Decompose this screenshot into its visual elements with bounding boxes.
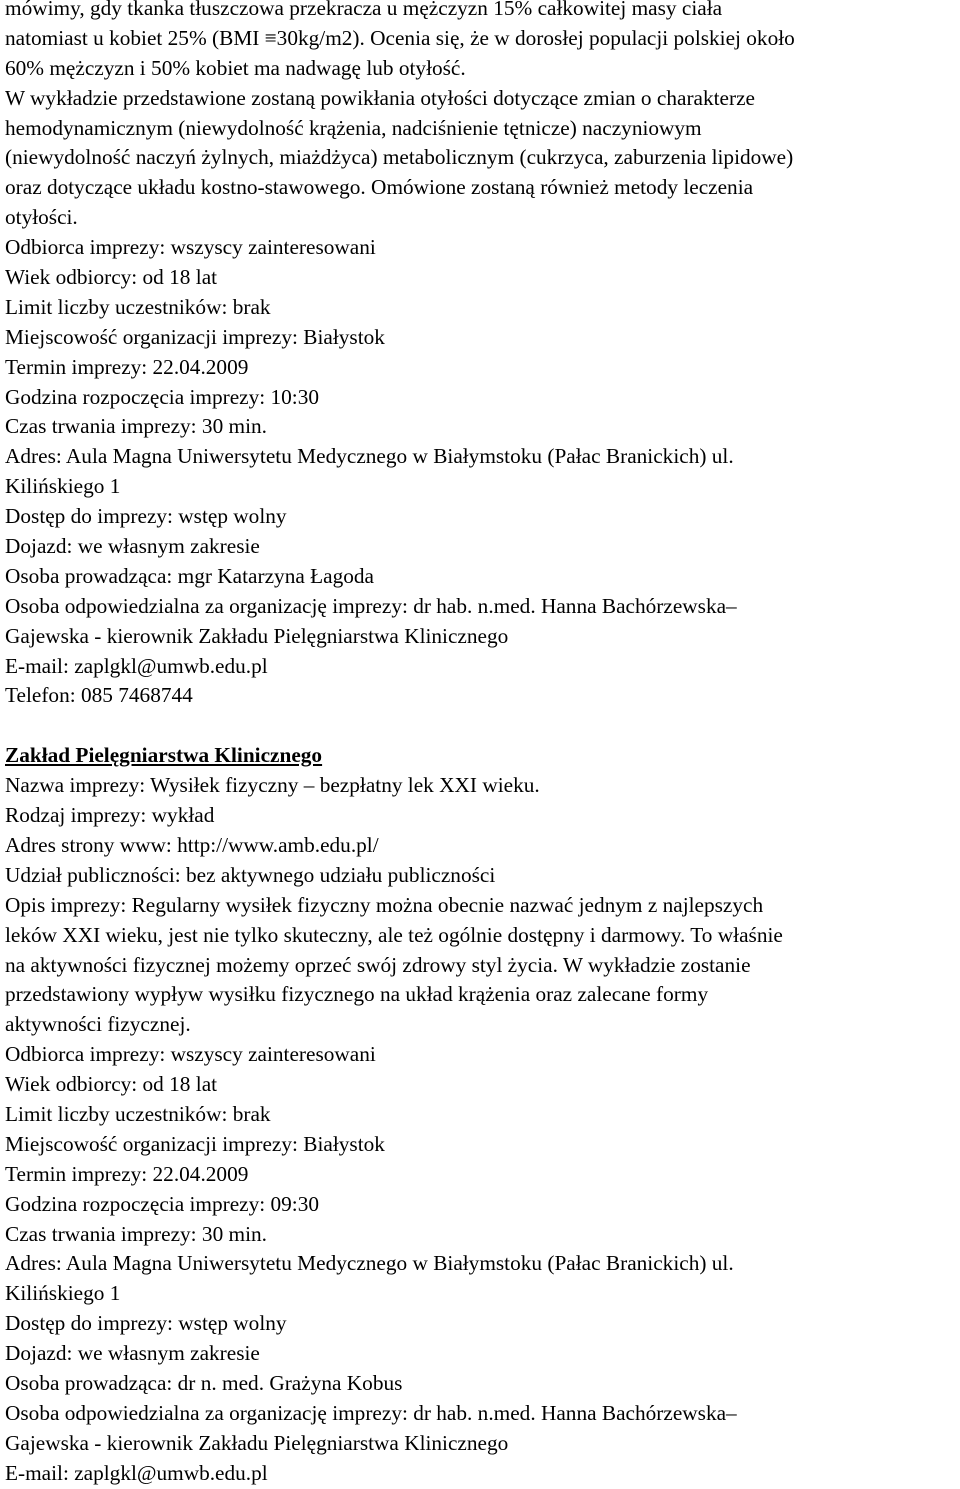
description-line: leków XXI wieku, jest nie tylko skuteczny, ale też ogólnie dostępny i darmowy. To właśnie [5, 922, 783, 947]
text-line: mówimy, gdy tkanka tłuszczowa przekracza u mężczyzn 15% całkowitej masy ciała [5, 0, 723, 20]
spacer [5, 711, 955, 741]
event-type-line: Rodzaj imprezy: wykład [5, 803, 215, 828]
access-line: Dostęp do imprezy: wstęp wolny [5, 504, 287, 529]
organizer-line: Osoba odpowiedzialna za organizację imprezy: dr hab. n.med. Hanna Bachórzewska– [5, 593, 737, 618]
organizer-line: Gajewska - kierownik Zakładu Pielęgniarstwa Klinicznego [5, 1430, 509, 1455]
organizer-line: Gajewska - kierownik Zakładu Pielęgniarstwa Klinicznego [5, 623, 509, 648]
description-line: na aktywności fizycznej możemy oprzeć swój zdrowy styl życia. W wykładzie zostanie [5, 952, 751, 977]
email-line: E-mail: zaplgkl@umwb.edu.pl [5, 653, 268, 678]
audience-line: Odbiorca imprezy: wszyscy zainteresowani [5, 1042, 376, 1067]
participant-limit-line: Limit liczby uczestników: brak [5, 1101, 271, 1126]
text-line: hemodynamicznym (niewydolność krążenia, nadciśnienie tętnicze) naczyniowym [5, 115, 702, 140]
location-line: Miejscowość organizacji imprezy: Białystok [5, 324, 385, 349]
audience-line: Odbiorca imprezy: wszyscy zainteresowani [5, 235, 376, 260]
duration-line: Czas trwania imprezy: 30 min. [5, 414, 267, 439]
description-line: aktywności fizycznej. [5, 1012, 191, 1037]
location-line: Miejscowość organizacji imprezy: Białystok [5, 1131, 385, 1156]
text-line: oraz dotyczące układu kostno-stawowego. Omówione zostaną również metody leczenia [5, 175, 754, 200]
website-line: Adres strony www: http://www.amb.edu.pl/ [5, 832, 379, 857]
transport-line: Dojazd: we własnym zakresie [5, 1341, 260, 1366]
start-time-line: Godzina rozpoczęcia imprezy: 09:30 [5, 1191, 319, 1216]
duration-line: Czas trwania imprezy: 30 min. [5, 1221, 267, 1246]
address-line: Adres: Aula Magna Uniwersytetu Medycznego w Białymstoku (Pałac Branickich) ul. [5, 444, 734, 469]
text-line: otyłości. [5, 205, 78, 230]
age-line: Wiek odbiorcy: od 18 lat [5, 265, 218, 290]
participation-line: Udział publiczności: bez aktywnego udziału publiczności [5, 862, 496, 887]
address-line: Kilińskiego 1 [5, 1281, 121, 1306]
event-block-1 [5, 0, 955, 711]
description-line: przedstawiony wypływ wysiłku fizycznego na układ krążenia oraz zalecane formy [5, 982, 709, 1007]
email-line: E-mail: zaplgkl@umwb.edu.pl [5, 1460, 268, 1485]
age-line: Wiek odbiorcy: od 18 lat [5, 1072, 218, 1097]
date-line: Termin imprezy: 22.04.2009 [5, 354, 249, 379]
participant-limit-line: Limit liczby uczestników: brak [5, 294, 271, 319]
transport-line: Dojazd: we własnym zakresie [5, 534, 260, 559]
text-line: natomiast u kobiet 25% (BMI ≡30kg/m2). Ocenia się, że w dorosłej populacji polskiej około [5, 25, 795, 50]
event-block-2 [5, 771, 955, 1488]
document-page [5, 0, 955, 1489]
event-name-line: Nazwa imprezy: Wysiłek fizyczny – bezpłatny lek XXI wieku. [5, 773, 540, 798]
description-line: Opis imprezy: Regularny wysiłek fizyczny można obecnie nazwać jednym z najlepszych [5, 892, 764, 917]
access-line: Dostęp do imprezy: wstęp wolny [5, 1311, 287, 1336]
address-line: Adres: Aula Magna Uniwersytetu Medycznego w Białymstoku (Pałac Branickich) ul. [5, 1251, 734, 1276]
organizer-line: Osoba odpowiedzialna za organizację imprezy: dr hab. n.med. Hanna Bachórzewska– [5, 1400, 737, 1425]
phone-line: Telefon: 085 7468744 [5, 683, 193, 708]
host-line: Osoba prowadząca: dr n. med. Grażyna Kobus [5, 1370, 403, 1395]
date-line: Termin imprezy: 22.04.2009 [5, 1161, 249, 1186]
text-line: 60% mężczyzn i 50% kobiet ma nadwagę lub otyłość. [5, 55, 466, 80]
start-time-line: Godzina rozpoczęcia imprezy: 10:30 [5, 384, 319, 409]
text-line: W wykładzie przedstawione zostaną powikłania otyłości dotyczące zmian o charakterze [5, 85, 755, 110]
address-line: Kilińskiego 1 [5, 474, 121, 499]
text-line: (niewydolność naczyń żylnych, miażdżyca) metabolicznym (cukrzyca, zaburzenia lipidowe) [5, 145, 794, 170]
host-line: Osoba prowadząca: mgr Katarzyna Łagoda [5, 563, 374, 588]
section-heading: Zakład Pielęgniarstwa Klinicznego [5, 743, 323, 768]
